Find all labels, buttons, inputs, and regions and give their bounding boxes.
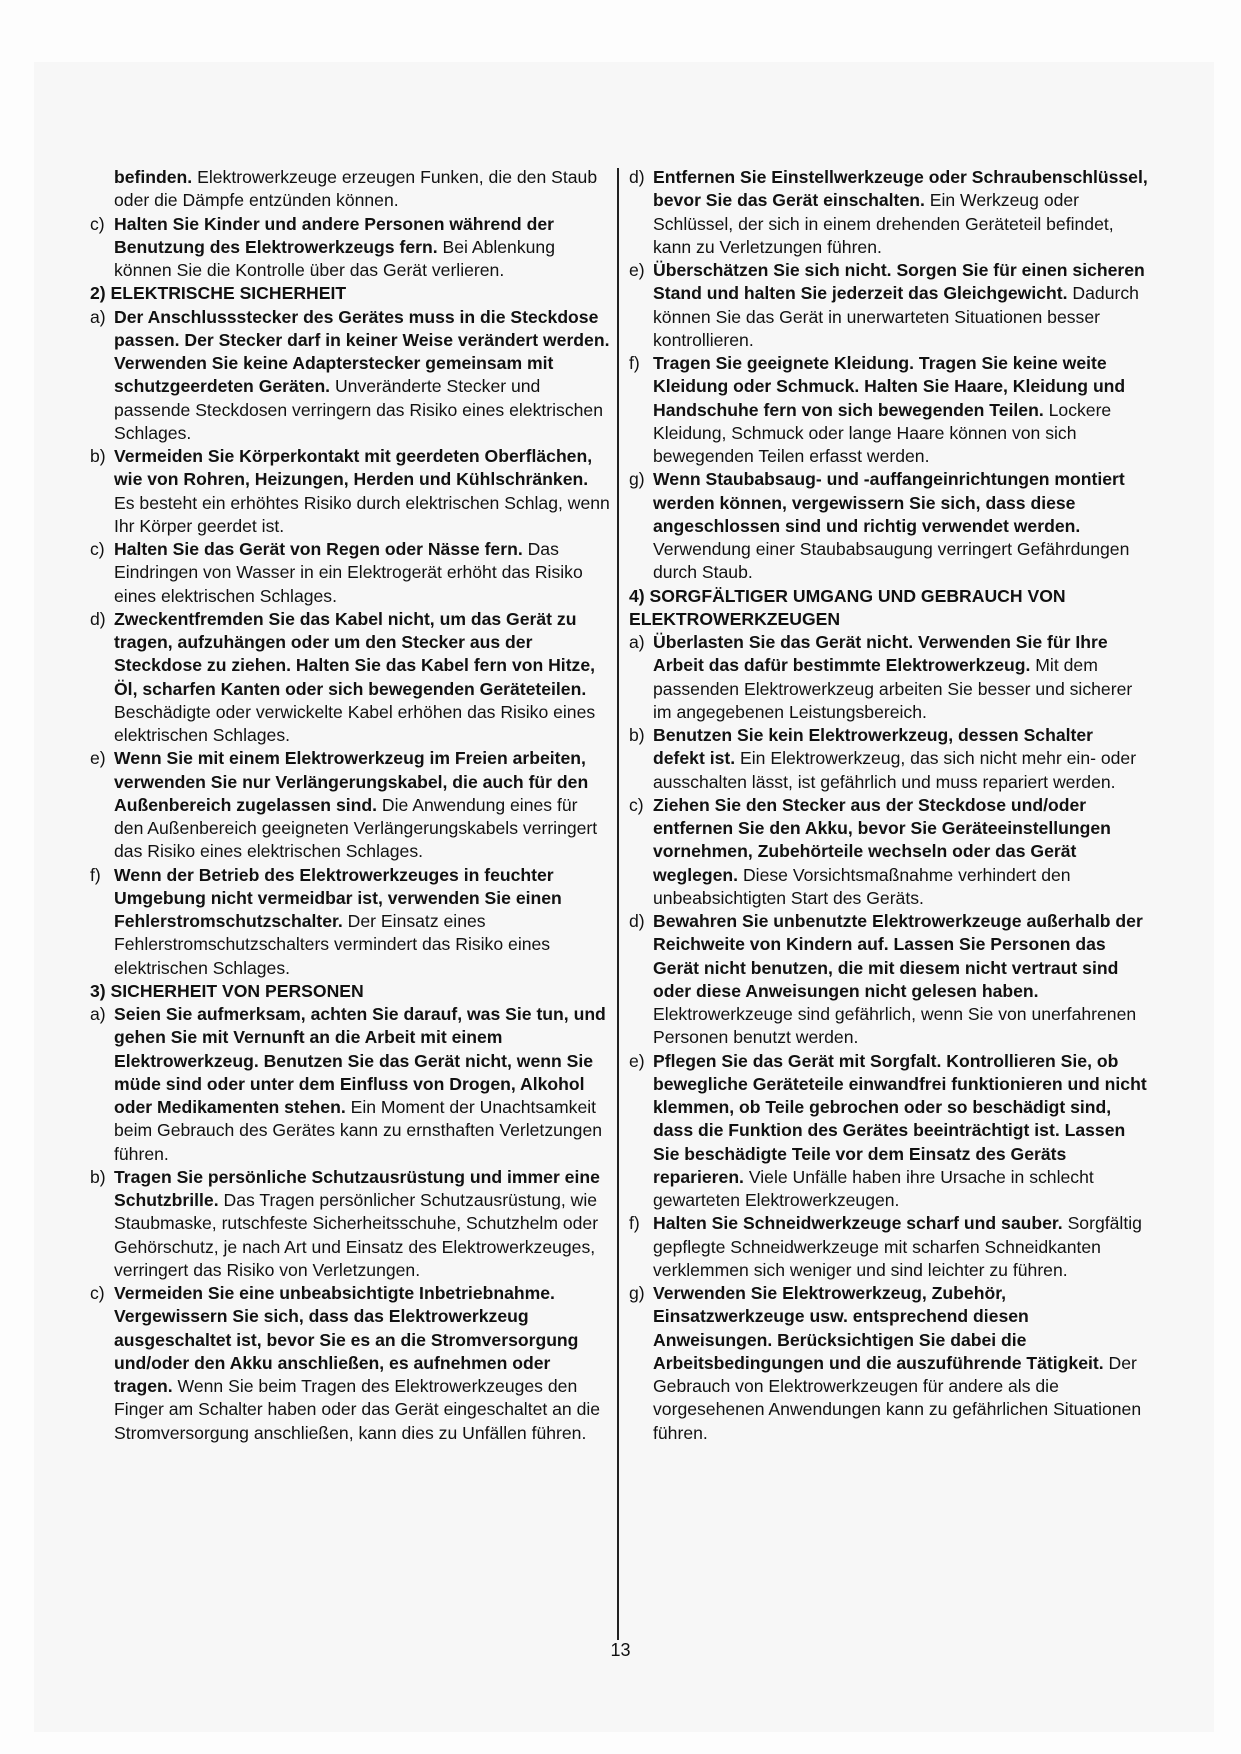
item-text: Dadurch können Sie das Gerät in unerwarteten Situationen besser kontrollieren. (653, 283, 1139, 350)
item-label: b) (629, 725, 645, 745)
item-bold-text: Überschätzen Sie sich nicht. Sorgen Sie für einen sicheren Stand und halten Sie jederzeit das Gleichgewicht. (653, 260, 1145, 304)
item-bold-text: Wenn der Betrieb des Elektrowerkzeuges in feuchter Umgebung nicht vermeidbar ist, verwenden Sie einen Fehlerstromschutzschalter. (114, 864, 562, 931)
item-label: e) (629, 1050, 645, 1071)
item-bold-text: Wenn Staubabsaug- und -auffangeinrichtungen montiert werden können, vergewissern Sie sich, dass diese angeschlossen sind und richtig verwendet werden. (653, 469, 1125, 536)
item-text: Es besteht ein erhöhtes Risiko durch elektrischen Schlag, wenn Ihr Körper geerdet ist. (114, 492, 610, 536)
item-text: Das Eindringen von Wasser in ein Elektrogerät erhöht das Risiko eines elektrischen Schlages. (114, 539, 583, 606)
item-label: a) (629, 632, 645, 652)
section-heading: 3) SICHERHEIT VON PERSONEN (90, 980, 364, 1001)
item-bold-text: befinden. (114, 167, 193, 187)
right-column (629, 166, 1149, 1445)
list-item (629, 352, 1149, 468)
item-bold-text: Halten Sie Kinder und andere Personen während der Benutzung des Elektrowerkzeugs fern. (114, 213, 554, 257)
list-item (90, 1282, 610, 1445)
list-item (629, 1050, 1149, 1213)
list-item (629, 468, 1149, 584)
item-label: g) (629, 1283, 645, 1303)
item-label: b) (90, 1166, 106, 1187)
item-bold-text: Bewahren Sie unbenutzte Elektrowerkzeuge außerhalb der Reichweite von Kindern auf. Lassen Sie Personen das Gerät nicht benutzen, die mit diesem nicht vertraut sind oder diese Anweisungen nicht gelesen haben. (653, 911, 1143, 1001)
list-item (90, 747, 610, 863)
item-text: Ein Werkzeug oder Schlüssel, der sich in einem drehenden Geräteteil befindet, kann zu Verletzungen führen. (653, 190, 1114, 257)
item-text: Diese Vorsichtsmaßnahme verhindert den unbeabsichtigten Start des Geräts. (653, 864, 1071, 908)
list-item (629, 259, 1149, 352)
list-item (90, 1003, 610, 1166)
item-bold-text: Überlasten Sie das Gerät nicht. Verwenden Sie für Ihre Arbeit das dafür bestimmte Elektrowerkzeug. (653, 632, 1108, 676)
item-text: Mit dem passenden Elektrowerkzeug arbeiten Sie besser und sicherer im angegebenen Leistungsbereich. (653, 655, 1133, 722)
list-item (629, 1282, 1149, 1445)
list-item (90, 445, 610, 538)
item-bold-text: Entfernen Sie Einstellwerkzeuge oder Schraubenschlüssel, bevor Sie das Gerät einschalten. (653, 167, 1148, 211)
item-text: Ein Moment der Unachtsamkeit beim Gebrauch des Gerätes kann zu ernsthaften Verletzungen führen. (114, 1097, 603, 1164)
item-text: Der Einsatz eines Fehlerstromschutzschalters vermindert das Risiko eines elektrischen Schlages. (114, 911, 551, 978)
item-label: d) (629, 167, 645, 187)
item-label: b) (90, 446, 106, 466)
page-number: 13 (610, 1640, 631, 1660)
item-label: c) (90, 213, 105, 234)
list-item (629, 910, 1149, 1050)
list-item (629, 724, 1149, 794)
item-label: e) (629, 260, 645, 280)
item-bold-text: Halten Sie Schneidwerkzeuge scharf und sauber. (653, 1213, 1063, 1234)
list-item (629, 794, 1149, 910)
list-item (90, 864, 610, 980)
item-label: c) (90, 539, 105, 559)
list-item (90, 608, 610, 748)
item-text: Sorgfältig gepflegte Schneidwerkzeuge mit scharfen Schneidkanten verklemmen sich weniger und sind leichter zu führen. (653, 1213, 1142, 1280)
item-bold-text: Vermeiden Sie Körperkontakt mit geerdeten Oberflächen, wie von Rohren, Heizungen, Herden und Kühlschränken. (114, 446, 593, 490)
item-text: Unveränderte Stecker und passende Steckdosen verringern das Risiko eines elektrischen Schlages. (114, 376, 603, 443)
item-text: Wenn Sie beim Tragen des Elektrowerkzeuges den Finger am Schalter haben oder das Gerät eingeschaltet an die Stromversorgung anschließen, kann dies zu Unfällen führen. (114, 1376, 601, 1443)
item-label: a) (90, 306, 106, 327)
column-divider (617, 168, 619, 1640)
item-label: d) (90, 608, 106, 629)
item-bold-text: Halten Sie das Gerät von Regen oder Nässe fern. (114, 539, 523, 559)
list-item (90, 1166, 610, 1282)
section-heading: 4) SORGFÄLTIGER UMGANG UND GEBRAUCH VON ELEKTROWERKZEUGEN (629, 585, 1066, 629)
item-bold-text: Tragen Sie geeignete Kleidung. Tragen Sie keine weite Kleidung oder Schmuck. Halten Sie Haare, Kleidung und Handschuhe fern von sich bewegenden Teilen. (653, 353, 1126, 420)
list-item (629, 166, 1149, 259)
item-text: Elektrowerkzeuge sind gefährlich, wenn Sie von unerfahrenen Personen benutzt werden. (653, 1004, 1137, 1048)
item-text: Beschädigte oder verwickelte Kabel erhöhen das Risiko eines elektrischen Schlages. (114, 701, 596, 745)
left-column (90, 166, 610, 1445)
item-bold-text: Ziehen Sie den Stecker aus der Steckdose und/oder entfernen Sie den Akku, bevor Sie Geräteeinstellungen vornehmen, Zubehörteile wechseln oder das Gerät weglegen. (653, 794, 1111, 885)
item-label: f) (629, 1213, 640, 1234)
list-item (90, 538, 610, 608)
item-label: f) (90, 864, 101, 885)
list-item (90, 166, 610, 213)
item-bold-text: Seien Sie aufmerksam, achten Sie darauf, was Sie tun, und gehen Sie mit Vernunft an die Arbeit mit einem Elektrowerkzeug. Benutzen Sie das Gerät nicht, wenn Sie müde sind oder unter dem Einfluss von Drogen, Alkohol oder Medikamenten stehen. (114, 1004, 606, 1117)
item-label: c) (90, 1283, 105, 1303)
item-bold-text: Benutzen Sie kein Elektrowerkzeug, dessen Schalter defekt ist. (653, 725, 1093, 769)
item-bold-text: Zweckentfremden Sie das Kabel nicht, um das Gerät zu tragen, aufzuhängen oder um den Stecker aus der Steckdose zu ziehen. Halten Sie das Kabel fern von Hitze, Öl, scharfen Kanten oder sich bewegenden Geräteteilen. (114, 608, 596, 699)
item-label: d) (629, 911, 645, 931)
item-label: f) (629, 353, 640, 373)
item-text: Verwendung einer Staubabsaugung verringert Gefährdungen durch Staub. (653, 539, 1130, 583)
item-bold-text: Vermeiden Sie eine unbeabsichtigte Inbetriebnahme. Vergewissern Sie sich, dass das Elektrowerkzeug ausgeschaltet ist, bevor Sie es an die Stromversorgung und/oder den Akku anschließen, es aufnehmen oder tragen. (114, 1283, 579, 1396)
item-text: Die Anwendung eines für den Außenbereich geeigneten Verlängerungskabels verringert das Risiko eines elektrischen Schlages. (114, 794, 598, 862)
item-bold-text: Tragen Sie persönliche Schutzausrüstung und immer eine Schutzbrille. (114, 1166, 600, 1210)
item-label: c) (629, 794, 644, 815)
item-label: g) (629, 469, 645, 490)
item-bold-text: Der Anschlussstecker des Gerätes muss in die Steckdose passen. Der Stecker darf in keiner Weise verändert werden. Verwenden Sie keine Adapterstecker gemeinsam mit schutzgeerdeten Geräten. (114, 306, 610, 397)
list-item (629, 631, 1149, 724)
item-label: a) (90, 1004, 106, 1024)
list-item (629, 1212, 1149, 1282)
item-bold-text: Wenn Sie mit einem Elektrowerkzeug im Freien arbeiten, verwenden Sie nur Verlängerungskabel, die auch für den Außenbereich zugelassen sind. (114, 748, 589, 815)
item-text: Lockere Kleidung, Schmuck oder lange Haare können von sich bewegenden Teilen erfasst werden. (653, 399, 1112, 466)
item-text: Elektrowerkzeuge erzeugen Funken, die den Staub oder die Dämpfe entzünden können. (114, 167, 598, 211)
section-heading: 2) ELEKTRISCHE SICHERHEIT (90, 283, 347, 304)
item-label: e) (90, 748, 106, 769)
item-bold-text: Verwenden Sie Elektrowerkzeug, Zubehör, Einsatzwerkzeuge usw. entsprechend diesen Anweisungen. Berücksichtigen Sie dabei die Arbeitsbedingungen und die auszuführende Tätigkeit. (653, 1283, 1104, 1373)
item-text: Das Tragen persönlicher Schutzausrüstung, wie Staubmaske, rutschfeste Sicherheitsschuhe, Schutzhelm oder Gehörschutz, je nach Art und Einsatz des Elektrowerkzeuges, verringert das Risiko von Verletzungen. (114, 1190, 599, 1280)
item-text: Bei Ablenkung können Sie die Kontrolle über das Gerät verlieren. (114, 236, 555, 280)
list-item (90, 213, 610, 283)
item-bold-text: Pflegen Sie das Gerät mit Sorgfalt. Kontrollieren Sie, ob bewegliche Geräteteile einwandfrei funktionieren und nicht klemmen, ob Teile gebrochen oder so beschädigt sind, dass die Funktion des Gerätes beeinträchtigt ist. Lassen Sie beschädigte Teile vor dem Einsatz des Geräts reparieren. (653, 1050, 1147, 1187)
item-text: Der Gebrauch von Elektrowerkzeugen für andere als die vorgesehenen Anwendungen kann zu gefährlichen Situationen führen. (653, 1352, 1142, 1443)
list-item (90, 306, 610, 446)
item-text: Ein Elektrowerkzeug, das sich nicht mehr ein- oder ausschalten lässt, ist gefährlich und muss repariert werden. (653, 748, 1137, 792)
item-text: Viele Unfälle haben ihre Ursache in schlecht gewarteten Elektrowerkzeugen. (653, 1166, 1094, 1210)
